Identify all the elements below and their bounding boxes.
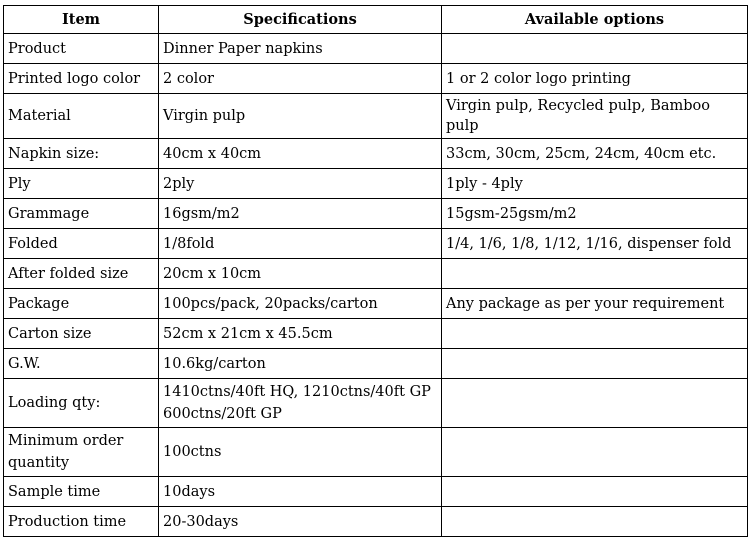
options-cell: Virgin pulp, Recycled pulp, Bamboo pulp: [442, 94, 748, 139]
table-row: [4, 199, 748, 229]
item-cell: Package: [4, 289, 159, 319]
options-cell: 1/4, 1/6, 1/8, 1/12, 1/16, dispenser fold: [442, 229, 748, 259]
spec-cell: Dinner Paper napkins: [159, 34, 442, 64]
options-cell: [442, 477, 748, 507]
options-cell: 1 or 2 color logo printing: [442, 64, 748, 94]
spec-cell: 16gsm/m2: [159, 199, 442, 229]
spec-cell: 2ply: [159, 169, 442, 199]
item-cell: Material: [4, 94, 159, 139]
spec-cell: 100pcs/pack, 20packs/carton: [159, 289, 442, 319]
spec-line: 600ctns/20ft GP: [163, 406, 282, 422]
options-cell: [442, 34, 748, 64]
table-row: [4, 169, 748, 199]
header-item: Item: [4, 6, 159, 34]
spec-line: 1410ctns/40ft HQ, 1210ctns/40ft GP: [163, 384, 431, 400]
table-row: [4, 94, 748, 139]
options-cell: [442, 428, 748, 477]
item-cell: Printed logo color: [4, 64, 159, 94]
spec-cell: 20-30days: [159, 507, 442, 537]
table-row: [4, 64, 748, 94]
spec-cell: 10.6kg/carton: [159, 349, 442, 379]
item-cell: Loading qty:: [4, 379, 159, 428]
header-available-options: Available options: [442, 6, 748, 34]
header-row: [4, 6, 748, 34]
table-row: [4, 319, 748, 349]
item-cell: After folded size: [4, 259, 159, 289]
spec-cell: [159, 379, 442, 428]
spec-cell: 52cm x 21cm x 45.5cm: [159, 319, 442, 349]
table-row: [4, 507, 748, 537]
item-cell: Ply: [4, 169, 159, 199]
options-cell: [442, 319, 748, 349]
specification-table: [3, 5, 748, 537]
options-cell: Any package as per your requirement: [442, 289, 748, 319]
item-cell: G.W.: [4, 349, 159, 379]
item-cell: Napkin size:: [4, 139, 159, 169]
table-row: [4, 139, 748, 169]
options-cell: [442, 379, 748, 428]
spec-cell: 10days: [159, 477, 442, 507]
table-row: [4, 259, 748, 289]
item-cell: Production time: [4, 507, 159, 537]
item-cell: Product: [4, 34, 159, 64]
table-row: [4, 229, 748, 259]
table-row: [4, 477, 748, 507]
spec-cell: 1/8fold: [159, 229, 442, 259]
options-cell: [442, 349, 748, 379]
item-cell: Grammage: [4, 199, 159, 229]
table-row: [4, 34, 748, 64]
item-cell: Sample time: [4, 477, 159, 507]
table-row: [4, 289, 748, 319]
options-cell: [442, 259, 748, 289]
item-cell: Folded: [4, 229, 159, 259]
options-cell: 15gsm-25gsm/m2: [442, 199, 748, 229]
item-cell: Carton size: [4, 319, 159, 349]
table-row: [4, 428, 748, 477]
spec-cell: 40cm x 40cm: [159, 139, 442, 169]
options-cell: 1ply - 4ply: [442, 169, 748, 199]
spec-cell: 2 color: [159, 64, 442, 94]
table-row: [4, 349, 748, 379]
options-cell: 33cm, 30cm, 25cm, 24cm, 40cm etc.: [442, 139, 748, 169]
header-specifications: Specifications: [159, 6, 442, 34]
spec-cell: 20cm x 10cm: [159, 259, 442, 289]
item-cell: Minimum order quantity: [4, 428, 159, 477]
options-cell: [442, 507, 748, 537]
table-row: [4, 379, 748, 428]
spec-cell: Virgin pulp: [159, 94, 442, 139]
spec-cell: 100ctns: [159, 428, 442, 477]
